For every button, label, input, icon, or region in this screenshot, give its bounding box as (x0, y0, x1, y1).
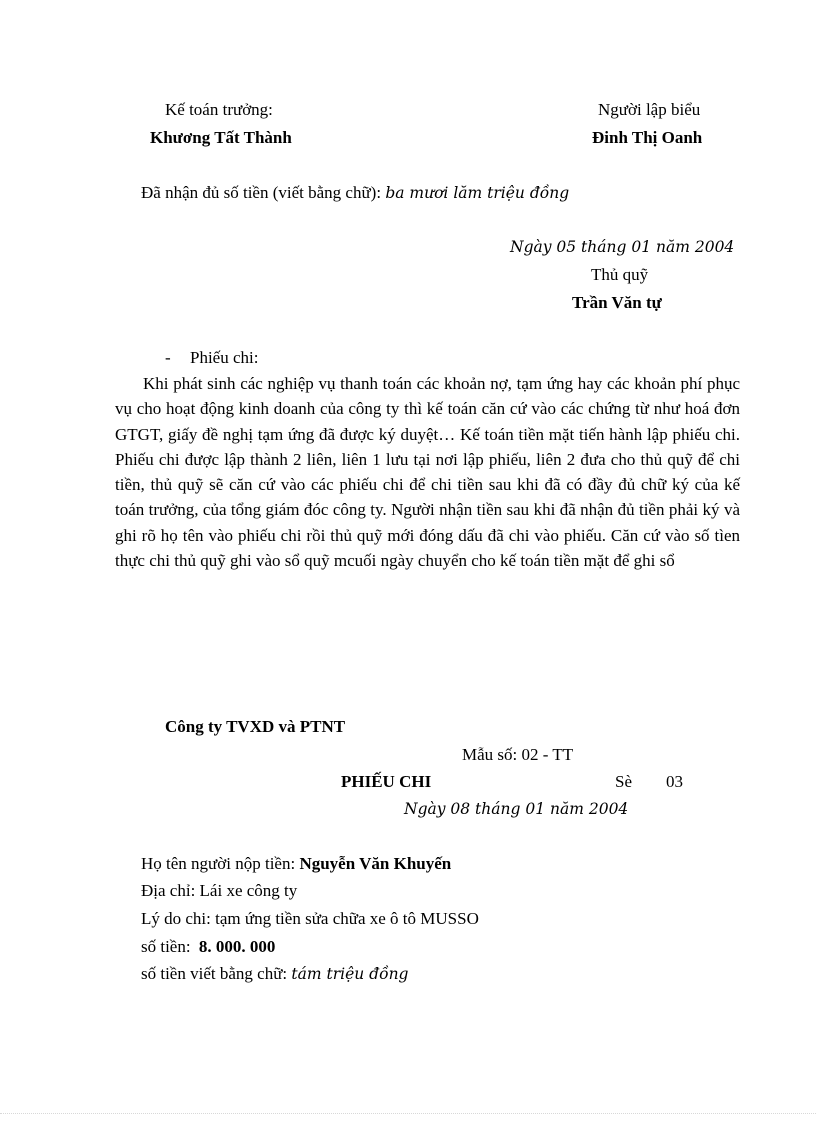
company-name: Công ty TVXD và PTNT (165, 717, 346, 736)
section-bullet: - (165, 348, 171, 367)
body-paragraph-text: Khi phát sinh các nghiệp vụ thanh toán các khoản nợ, tạm ứng hay các khoản phí phục vụ cho hoạt động kinh doanh của công ty thì kế toán căn cứ vào các chứng từ như hoá đơn GTGT, giấy đề nghị tạm ứng đã được ký duyệt… Kế toán tiền mặt tiến hành lập phiếu chi. Phiếu chi được lập thành 2 liên, liên 1 lưu tại nơi lập phiếu, liên 2 đưa cho thủ quỹ để chi tiền, thủ quỹ sẽ căn cứ vào các phiếu chi để chi tiền sau khi đã có đầy đủ chữ ký của kế toán trưởng, của tổng giám đóc công ty. Người nhận tiền sau khi đã nhận đủ tiền phải ký và ghi rõ họ tên vào phiếu chi rồi thủ quỹ mới đóng dấu đã chi vào phiếu. Căn cứ vào số tìen thực chi thủ quỹ ghi vào sổ quỹ mcuối ngày chuyển cho kế toán tiền mặt để ghi sổ (115, 374, 740, 571)
cashier-title: Thủ quỹ (591, 265, 649, 284)
amount-words-label: số tiền viết bằng chữ: (141, 964, 288, 983)
cashier-name: Trần Văn tự (572, 293, 662, 312)
chief-accountant-name: Khương Tất Thành (150, 128, 292, 147)
serial-label: Sè (615, 772, 632, 791)
payee-line (141, 853, 451, 875)
address-line: Địa chỉ: Lái xe công ty (141, 881, 298, 900)
section-heading: Phiếu chi: (190, 348, 259, 367)
form-number: Mẫu số: 02 - TT (462, 745, 574, 764)
receipt-date: Ngày 05 tháng 01 năm 2004 (510, 238, 735, 256)
body-paragraph (115, 371, 740, 573)
payee-name: Nguyễn Văn Khuyến (299, 854, 452, 873)
amount-label: số tiền: (141, 937, 191, 956)
received-amount-label: Đã nhận đủ số tiền (viết bằng chữ): (141, 183, 382, 202)
received-amount-line (141, 182, 569, 204)
amount-words-line (141, 963, 408, 985)
amount-line (141, 936, 275, 958)
amount-words-value: tám triệu đồng (291, 965, 409, 983)
page-footer-divider (0, 1113, 816, 1114)
preparer-name: Đinh Thị Oanh (592, 128, 703, 147)
voucher-date: Ngày 08 tháng 01 năm 2004 (404, 800, 629, 818)
reason-line: Lý do chi: tạm ứng tiền sửa chữa xe ô tô MUSSO (141, 909, 479, 928)
received-amount-value: ba mươi lăm triệu đồng (385, 184, 570, 202)
voucher-title: PHIẾU CHI (341, 772, 432, 791)
amount-value: 8. 000. 000 (198, 937, 276, 956)
serial-value: 03 (666, 772, 683, 791)
preparer-title: Người lập biểu (598, 100, 701, 119)
payee-label: Họ tên người nộp tiền: (141, 854, 296, 873)
chief-accountant-title: Kế toán trưởng: (165, 100, 273, 119)
